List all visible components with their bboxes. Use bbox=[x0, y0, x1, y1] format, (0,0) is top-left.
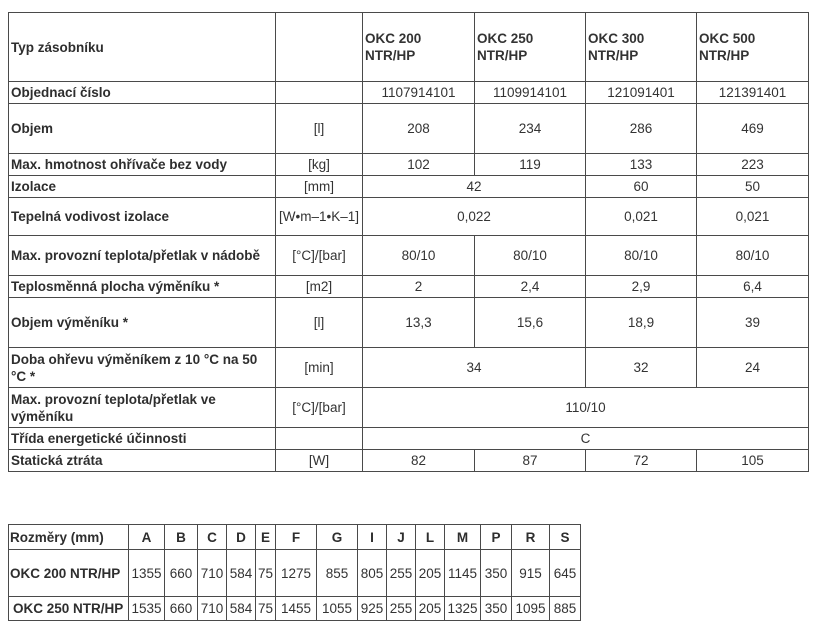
dims-model-label: OKC 200 NTR/HP bbox=[9, 550, 129, 597]
value-cell: 469 bbox=[697, 104, 809, 154]
row-unit: [W•m–1•K–1] bbox=[276, 198, 363, 236]
model-header: OKC 500 NTR/HP bbox=[697, 13, 809, 82]
dims-column-header: E bbox=[256, 525, 276, 550]
spec-row-tank-temp-pressure bbox=[9, 236, 809, 276]
value-cell: 82 bbox=[363, 450, 475, 472]
dims-value: 255 bbox=[387, 550, 416, 597]
value-cell: 80/10 bbox=[697, 236, 809, 276]
value-cell: 24 bbox=[697, 348, 809, 388]
dims-value: 1325 bbox=[445, 597, 481, 621]
spec-row-exchanger-temp-pressure bbox=[9, 388, 809, 428]
value-cell: 39 bbox=[697, 298, 809, 348]
dims-value: 915 bbox=[512, 550, 550, 597]
value-cell: C bbox=[363, 428, 809, 450]
dims-value: 75 bbox=[256, 550, 276, 597]
value-cell: 2,4 bbox=[475, 276, 586, 298]
dims-value: 660 bbox=[165, 550, 198, 597]
spec-row-heating-time bbox=[9, 348, 809, 388]
dims-value: 205 bbox=[416, 550, 445, 597]
dims-column-header: J bbox=[387, 525, 416, 550]
dims-column-header: P bbox=[481, 525, 512, 550]
dims-value: 350 bbox=[481, 597, 512, 621]
spec-row-static-loss bbox=[9, 450, 809, 472]
value-cell: 119 bbox=[475, 154, 586, 176]
value-cell: 1107914101 bbox=[363, 82, 475, 104]
row-label: Max. hmotnost ohřívače bez vody bbox=[9, 154, 276, 176]
row-unit: [min] bbox=[276, 348, 363, 388]
dims-value: 925 bbox=[358, 597, 387, 621]
dims-value: 660 bbox=[165, 597, 198, 621]
row-unit: [mm] bbox=[276, 176, 363, 198]
value-cell: 102 bbox=[363, 154, 475, 176]
spec-row-energy-class bbox=[9, 428, 809, 450]
row-label: Tepelná vodivost izolace bbox=[9, 198, 276, 236]
row-label: Teplosměnná plocha výměníku * bbox=[9, 276, 276, 298]
spec-row-order-number bbox=[9, 82, 809, 104]
dims-value: 1355 bbox=[129, 550, 165, 597]
dims-column-header: G bbox=[317, 525, 358, 550]
row-label: Objednací číslo bbox=[9, 82, 276, 104]
spec-header-row bbox=[9, 13, 809, 82]
value-cell: 34 bbox=[363, 348, 586, 388]
dimensions-table bbox=[8, 524, 581, 621]
dims-value: 1145 bbox=[445, 550, 481, 597]
dims-column-header: R bbox=[512, 525, 550, 550]
value-cell: 42 bbox=[363, 176, 586, 198]
value-cell: 80/10 bbox=[475, 236, 586, 276]
value-cell: 105 bbox=[697, 450, 809, 472]
dims-value: 645 bbox=[550, 550, 581, 597]
dims-value: 75 bbox=[256, 597, 276, 621]
spec-row-insulation bbox=[9, 176, 809, 198]
dims-value: 1455 bbox=[276, 597, 317, 621]
dims-value: 584 bbox=[227, 597, 256, 621]
dims-header-label: Rozměry (mm) bbox=[9, 525, 129, 550]
dims-row-okc250 bbox=[9, 597, 581, 621]
dims-value: 205 bbox=[416, 597, 445, 621]
row-label: Objem bbox=[9, 104, 276, 154]
dims-value: 855 bbox=[317, 550, 358, 597]
row-label: Doba ohřevu výměníkem z 10 °C na 50 °C * bbox=[9, 348, 276, 388]
value-cell: 223 bbox=[697, 154, 809, 176]
value-cell: 0,022 bbox=[363, 198, 586, 236]
value-cell: 6,4 bbox=[697, 276, 809, 298]
value-cell: 50 bbox=[697, 176, 809, 198]
row-label: Objem výměníku * bbox=[9, 298, 276, 348]
dims-header-row bbox=[9, 525, 581, 550]
dims-model-label: OKC 250 NTR/HP bbox=[9, 597, 129, 621]
row-unit bbox=[276, 82, 363, 104]
model-header: OKC 200 NTR/HP bbox=[363, 13, 475, 82]
value-cell: 0,021 bbox=[697, 198, 809, 236]
dims-column-header: M bbox=[445, 525, 481, 550]
value-cell: 121391401 bbox=[697, 82, 809, 104]
value-cell: 80/10 bbox=[363, 236, 475, 276]
model-header: OKC 300 NTR/HP bbox=[586, 13, 697, 82]
row-label: Statická ztráta bbox=[9, 450, 276, 472]
value-cell: 60 bbox=[586, 176, 697, 198]
row-unit: [m2] bbox=[276, 276, 363, 298]
row-unit: [°C]/[bar] bbox=[276, 236, 363, 276]
type-header-label: Typ zásobníku bbox=[9, 13, 276, 82]
dims-value: 710 bbox=[198, 550, 227, 597]
spec-row-exchanger-volume bbox=[9, 298, 809, 348]
value-cell: 2,9 bbox=[586, 276, 697, 298]
dims-column-header: D bbox=[227, 525, 256, 550]
dims-value: 710 bbox=[198, 597, 227, 621]
value-cell: 234 bbox=[475, 104, 586, 154]
row-unit bbox=[276, 428, 363, 450]
value-cell: 133 bbox=[586, 154, 697, 176]
value-cell: 18,9 bbox=[586, 298, 697, 348]
dims-column-header: S bbox=[550, 525, 581, 550]
dims-value: 1275 bbox=[276, 550, 317, 597]
row-unit: [l] bbox=[276, 104, 363, 154]
value-cell: 0,021 bbox=[586, 198, 697, 236]
dims-value: 584 bbox=[227, 550, 256, 597]
unit-header-cell bbox=[276, 13, 363, 82]
model-header: OKC 250 NTR/HP bbox=[475, 13, 586, 82]
value-cell: 87 bbox=[475, 450, 586, 472]
spec-table bbox=[8, 12, 809, 472]
value-cell: 286 bbox=[586, 104, 697, 154]
row-unit: [kg] bbox=[276, 154, 363, 176]
row-unit: [W] bbox=[276, 450, 363, 472]
dims-value: 350 bbox=[481, 550, 512, 597]
dims-column-header: L bbox=[416, 525, 445, 550]
dims-value: 885 bbox=[550, 597, 581, 621]
value-cell: 110/10 bbox=[363, 388, 809, 428]
row-unit: [°C]/[bar] bbox=[276, 388, 363, 428]
value-cell: 1109914101 bbox=[475, 82, 586, 104]
dims-column-header: A bbox=[129, 525, 165, 550]
spec-row-thermal-conductivity bbox=[9, 198, 809, 236]
value-cell: 72 bbox=[586, 450, 697, 472]
spec-row-max-weight bbox=[9, 154, 809, 176]
dims-value: 1535 bbox=[129, 597, 165, 621]
row-label: Max. provozní teplota/přetlak v nádobě bbox=[9, 236, 276, 276]
row-label: Izolace bbox=[9, 176, 276, 198]
value-cell: 80/10 bbox=[586, 236, 697, 276]
dims-value: 805 bbox=[358, 550, 387, 597]
value-cell: 208 bbox=[363, 104, 475, 154]
dims-value: 1055 bbox=[317, 597, 358, 621]
row-label: Třída energetické účinnosti bbox=[9, 428, 276, 450]
dims-column-header: B bbox=[165, 525, 198, 550]
spec-row-volume bbox=[9, 104, 809, 154]
dims-column-header: C bbox=[198, 525, 227, 550]
value-cell: 2 bbox=[363, 276, 475, 298]
dims-value: 1095 bbox=[512, 597, 550, 621]
row-unit: [l] bbox=[276, 298, 363, 348]
value-cell: 13,3 bbox=[363, 298, 475, 348]
value-cell: 15,6 bbox=[475, 298, 586, 348]
dims-column-header: F bbox=[276, 525, 317, 550]
value-cell: 121091401 bbox=[586, 82, 697, 104]
dims-row-okc200 bbox=[9, 550, 581, 597]
value-cell: 32 bbox=[586, 348, 697, 388]
dims-column-header: I bbox=[358, 525, 387, 550]
spec-row-exchanger-area bbox=[9, 276, 809, 298]
row-label: Max. provozní teplota/přetlak ve výměníku bbox=[9, 388, 276, 428]
dims-value: 255 bbox=[387, 597, 416, 621]
